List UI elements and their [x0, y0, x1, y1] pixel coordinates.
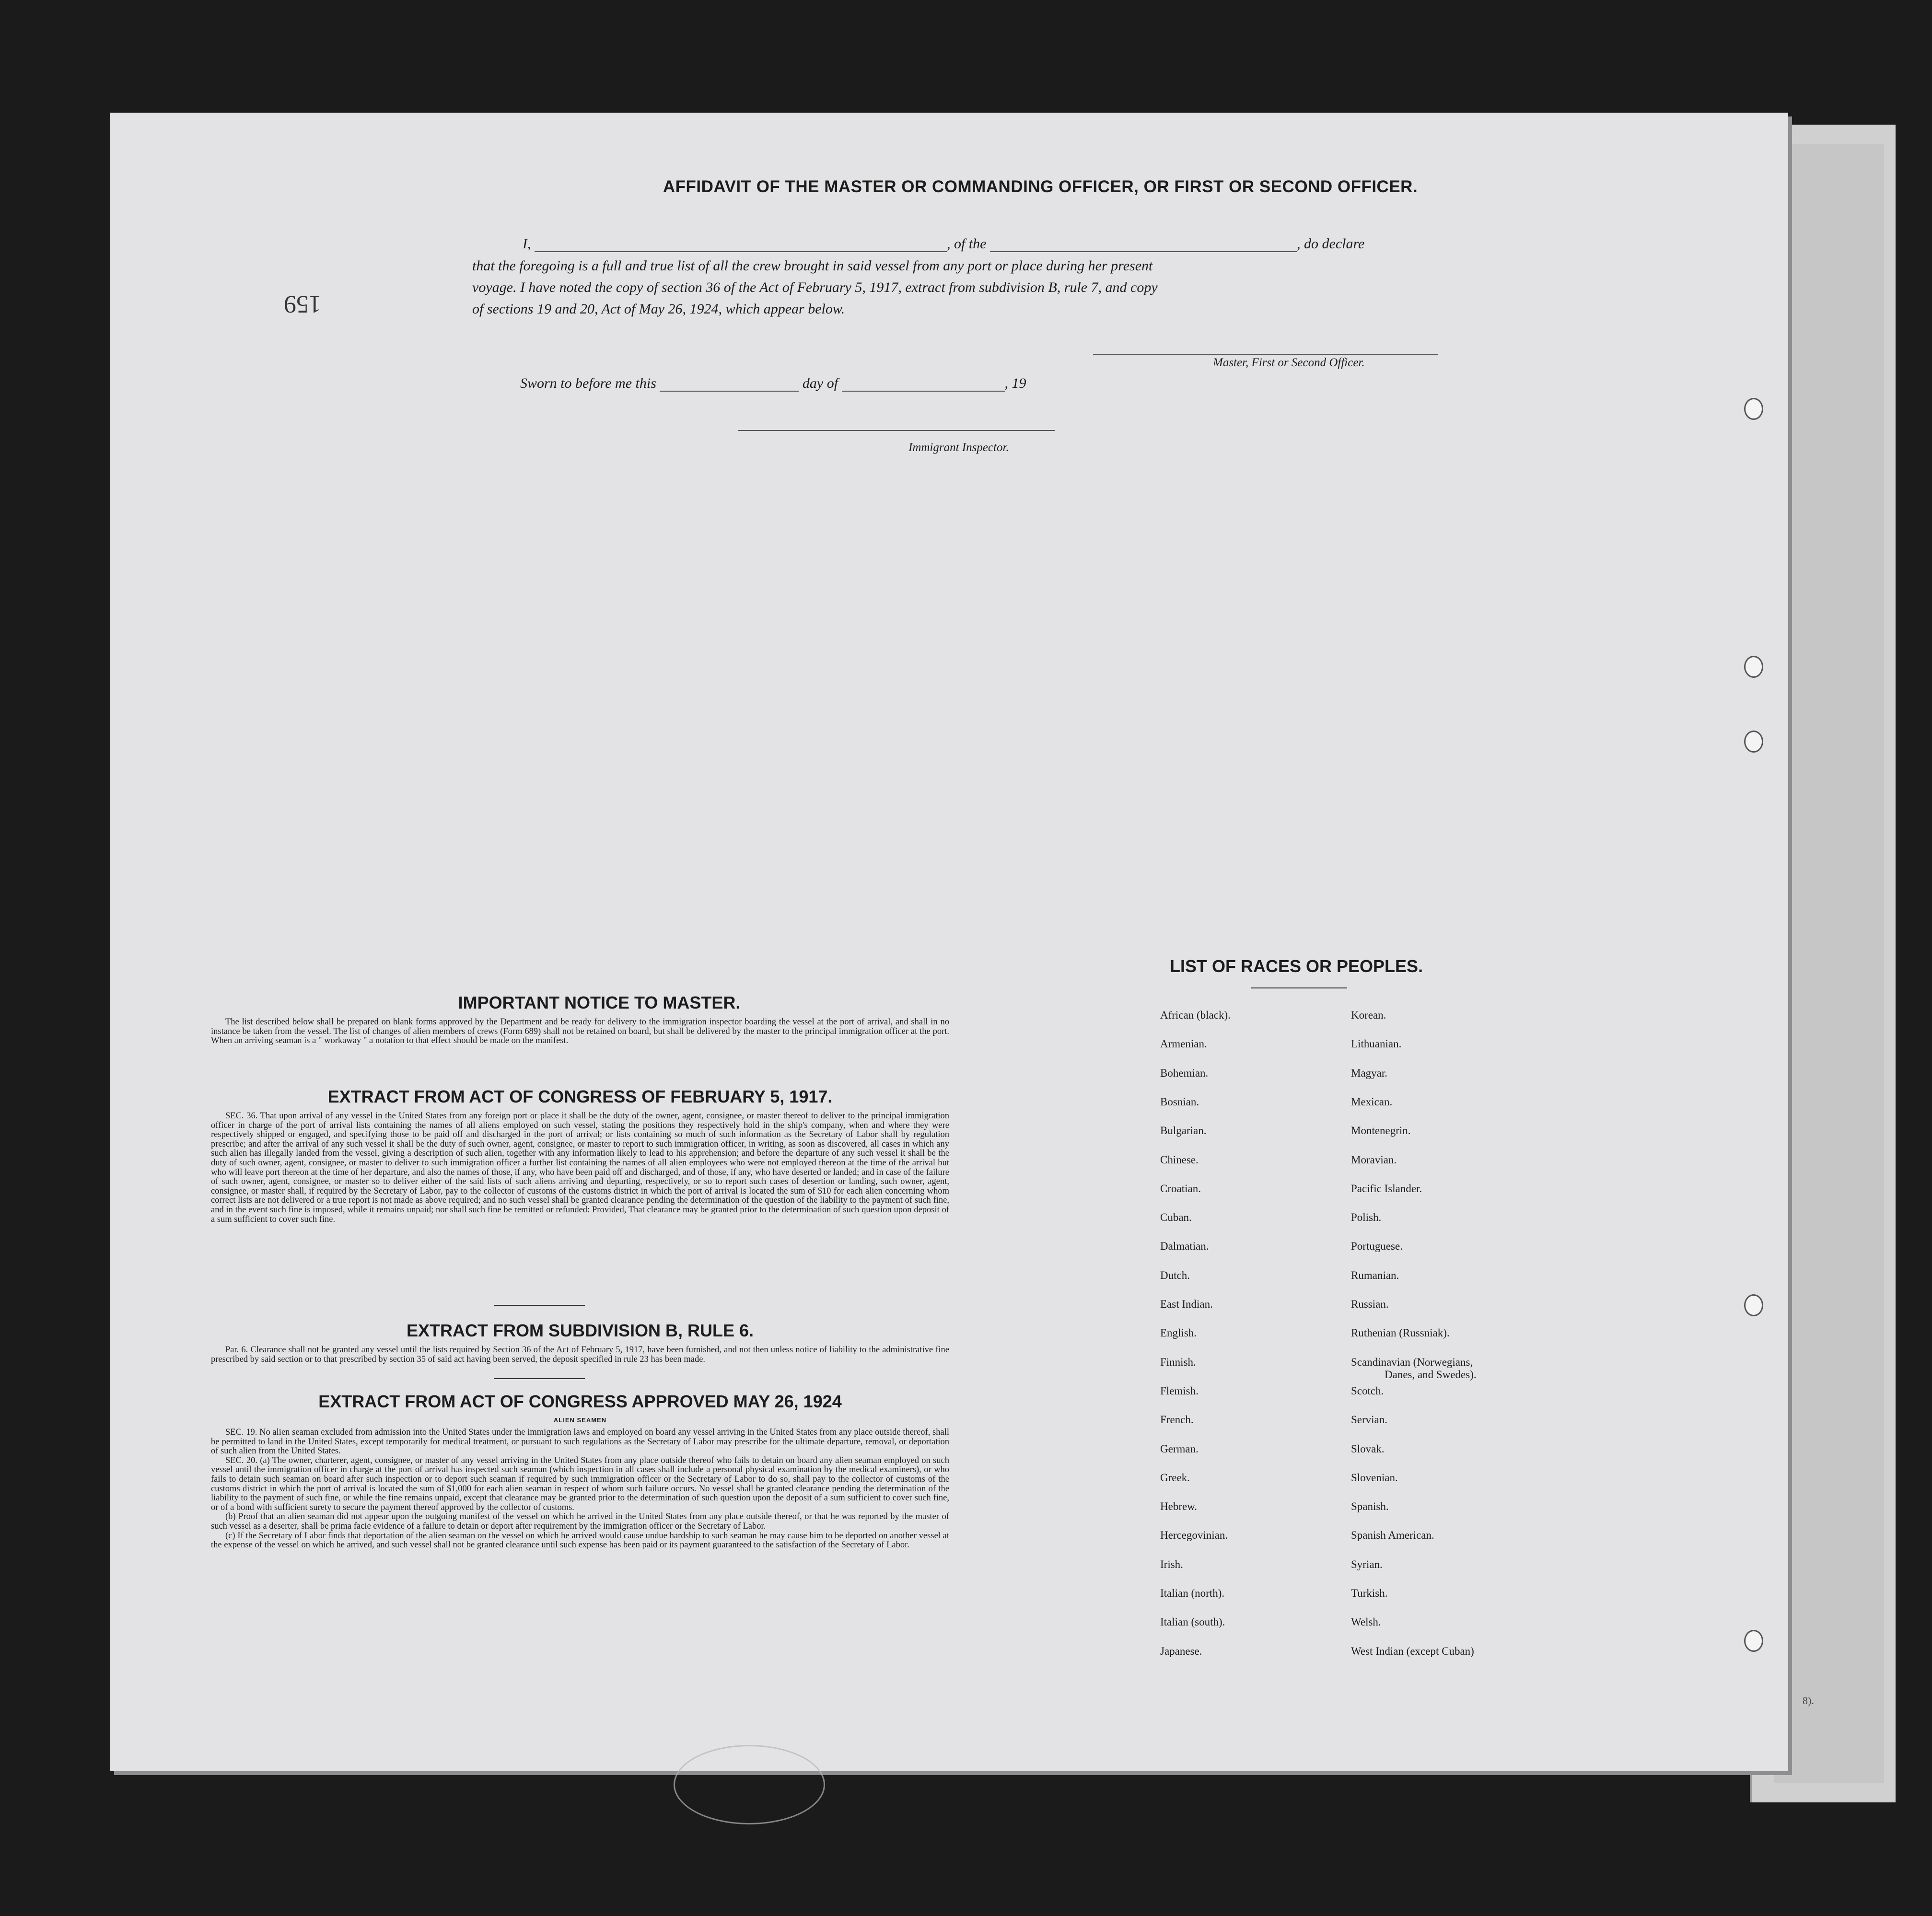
affidavit-i: I, — [523, 236, 531, 252]
vessel-blank[interactable] — [990, 251, 1297, 252]
manifest-page — [110, 113, 1814, 1771]
race-item: Korean. — [1351, 1009, 1386, 1021]
race-item: West Indian (except Cuban) — [1351, 1645, 1474, 1657]
binder-hole — [1744, 1630, 1763, 1652]
race-item: Turkish. — [1351, 1587, 1388, 1599]
race-item: Mexican. — [1351, 1095, 1393, 1108]
race-item: Bosnian. — [1160, 1095, 1199, 1108]
extract-1917-text: SEC. 36. That upon arrival of any vessel in the United States from any foreign port or place it shall be the duty of the owner, agent, consignee, or master thereof to deliver to the principal immigration officer in charge of the port of arrival lists containing the names of all aliens employed on such vessel, stating the positions they respectively hold in the ship's company, when and where they were respectively shipped or engaged, and specifying those to be paid off and discharged in the port of arrival; or lists containing so much of such information as the Secretary of Labor shall by regulation prescribe; and after the arrival of any such vessel it shall be the duty of such owner, agent, consignee, or master to report to such immigration officer, in writing, as soon as discovered, all cases in which any such alien has illegally landed from the vessel, giving a description of such alien, together with any information likely to lead to his apprehension; and before the departure of any such vessel it shall be the duty of such owner, agent, consignee, or master to deliver to such immigration officer a further list containing the names of all alien employees who were not employed thereon at the time of the arrival but who will leave port thereon at the time of her departure, and also the names of those, if any, who have been paid off and discharged, and of those, if any, who have deserted or landed; and in case of the failure of such owner, agent, consignee, or master so to deliver either of the said lists of such aliens arriving and departing, respectively, or so to report such cases of desertion or landing, such owner, agent, consignee, or master shall, if required by the Secretary of Labor, pay to the collector of customs of the customs district in which the port of arrival is located the sum of $10 for each alien concerning whom correct lists are not delivered or a true report is not made as above required; and no such vessel shall be granted clearance pending the determination of the question of the liability to the payment of such fine, and in the event such fine is imposed, while it remains unpaid; nor shall such fine be remitted or refunded: Provided, That clearance may be granted prior to the determination of such question upon deposit of a sum sufficient to cover such fine. — [211, 1111, 949, 1224]
divider-rule6 — [494, 1378, 585, 1379]
race-item: Dalmatian. — [1160, 1240, 1209, 1253]
race-item: Scotch. — [1351, 1384, 1384, 1397]
race-item: Rumanian. — [1351, 1269, 1399, 1281]
master-caption: Master, First or Second Officer. — [1213, 356, 1365, 369]
race-item: African (black). — [1160, 1009, 1231, 1021]
race-item: Finnish. — [1160, 1356, 1196, 1368]
sec20a-text: SEC. 20. (a) The owner, charterer, agent, consignee, or master of any vessel arriving in the United States from any place outside thereof who fails to detain on board any alien seaman employed on such vessel until the immigration officer in charge at the port of arrival has inspected such seaman (which inspection in all cases shall include a personal physical examination by the medical examiners), or who fails to detain such seaman on board after such inspection or to deport such seaman if required by such immigration officer or the Secretary of Labor to do so, shall pay to the collector of customs of the customs district in which the port of arrival is located the sum of $1,000 for each alien seaman in respect of whom such failure occurs. No vessel shall be granted clearance pending the determination of the liability to the payment of such fine, or while the fine remains unpaid, except that clearance may be granted prior to the determination of such question upon the deposit of a sum sufficient to cover such fine, or of a bond with sufficient surety to secure the payment thereof approved by the collector of customs. — [211, 1455, 949, 1512]
race-item: German. — [1160, 1442, 1199, 1455]
race-item: Croatian. — [1160, 1182, 1201, 1195]
under-sheet-back — [1774, 144, 1884, 1783]
race-item: Italian (north). — [1160, 1587, 1225, 1599]
race-item: Syrian. — [1351, 1558, 1383, 1570]
sworn-day-of: day of — [802, 375, 838, 391]
rule6-title: EXTRACT FROM SUBDIVISION B, RULE 6. — [406, 1321, 754, 1340]
faded-stamp — [674, 1745, 825, 1824]
affidavit-line-1 — [523, 236, 1539, 252]
races-right-column — [1351, 1009, 1581, 1795]
race-item: Slovak. — [1351, 1442, 1385, 1455]
race-item: Slovenian. — [1351, 1471, 1398, 1484]
race-item: Chinese. — [1160, 1153, 1199, 1166]
race-item: Japanese. — [1160, 1645, 1202, 1657]
race-item: Lithuanian. — [1351, 1038, 1402, 1050]
race-item: Dutch. — [1160, 1269, 1190, 1281]
inspector-signature-line[interactable] — [738, 430, 1055, 431]
race-item: Servian. — [1351, 1414, 1388, 1426]
race-item: English. — [1160, 1327, 1197, 1339]
race-item: Pacific Islander. — [1351, 1182, 1422, 1195]
name-blank[interactable] — [535, 251, 947, 252]
race-item: Hercegovinian. — [1160, 1529, 1228, 1542]
under-sheet-note: 8). — [1803, 1695, 1814, 1707]
sworn-prefix: Sworn to before me this — [520, 375, 656, 391]
binder-hole — [1744, 656, 1763, 678]
rule6-text: Par. 6. Clearance shall not be granted any vessel until the lists required by Section 36 of the Act of February 5, 1917, have been furnished, and not then unless notice of liability to the administrative fine prescribed by said section or to that prescribed by section 35 of said act having been served, the deposit specified in rule 23 has been made. — [211, 1345, 949, 1364]
extract-1924-subtitle: ALIEN SEAMEN — [553, 1417, 607, 1424]
extract-1924-title: EXTRACT FROM ACT OF CONGRESS APPROVED MAY 26, 1924 — [318, 1392, 842, 1411]
notice-text: The list described below shall be prepared on blank forms approved by the Department and be ready for delivery to the immigration inspector boarding the vessel at the port of arrival, and shall in no instance be taken from the vessel. The list of changes of alien members of crews (Form 689) shall not be retained on board, but shall be delivered by the master to the principal immigration officer at the port. When an arriving seaman is a " workaway " a notation to that effect should be made on the manifest. — [211, 1017, 949, 1046]
race-item: Scandinavian (Norwegians, — [1351, 1356, 1473, 1368]
race-item: French. — [1160, 1414, 1194, 1426]
race-item: East Indian. — [1160, 1298, 1213, 1310]
race-item: Russian. — [1351, 1298, 1389, 1310]
sworn-year: , 19 — [1004, 375, 1026, 391]
race-item: Bohemian. — [1160, 1067, 1209, 1079]
races-divider — [1251, 987, 1347, 988]
extract-1917-title: EXTRACT FROM ACT OF CONGRESS OF FEBRUARY 5, 1917. — [327, 1087, 833, 1106]
notice-title: IMPORTANT NOTICE TO MASTER. — [458, 993, 741, 1012]
race-item: Spanish. — [1351, 1500, 1389, 1513]
binder-hole — [1744, 398, 1763, 420]
master-signature-line[interactable] — [1093, 354, 1438, 355]
race-item: Polish. — [1351, 1211, 1382, 1224]
affidavit-line-4: of sections 19 and 20, Act of May 26, 1924, which appear below. — [472, 301, 845, 317]
races-title: LIST OF RACES OR PEOPLES. — [1170, 956, 1423, 976]
sworn-line — [520, 375, 1191, 392]
divider-1917 — [494, 1305, 585, 1306]
race-item: Armenian. — [1160, 1038, 1207, 1050]
binder-hole — [1744, 731, 1763, 753]
race-item: Spanish American. — [1351, 1529, 1434, 1542]
race-item: Welsh. — [1351, 1616, 1381, 1628]
race-item: Magyar. — [1351, 1067, 1388, 1079]
sec20b-text: (b) Proof that an alien seaman did not appear upon the outgoing manifest of the vessel on which he arrived in the United States from any place outside thereof, or that he was reported by the master of such vessel as a deserter, shall be prima facie evidence of a failure to detain or deport after requirement by the immigration officer or the Secretary of Labor. — [211, 1512, 949, 1531]
race-item: Hebrew. — [1160, 1500, 1198, 1513]
sworn-month-blank[interactable] — [842, 391, 1005, 392]
race-item: Cuban. — [1160, 1211, 1192, 1224]
affidavit-title: AFFIDAVIT OF THE MASTER OR COMMANDING OFFICER, OR FIRST OR SECOND OFFICER. — [663, 177, 1418, 196]
race-item: Portuguese. — [1351, 1240, 1403, 1253]
page-number: 159 — [284, 290, 321, 318]
inspector-caption: Immigrant Inspector. — [908, 441, 1009, 454]
race-item: Flemish. — [1160, 1384, 1199, 1397]
races-left-column — [1160, 1009, 1333, 1795]
extract-1924-body — [211, 1428, 949, 1550]
affidavit-of-the: , of the — [947, 236, 987, 252]
race-item: Montenegrin. — [1351, 1125, 1411, 1137]
sec20c-text: (c) If the Secretary of Labor finds that deportation of the alien seaman on the vessel on which he arrived would cause undue hardship to such seaman he may cause him to be deported on another vessel at the expense of the vessel on which he arrived, and such vessel shall not be granted clearance until such expense has been paid or its payment guaranteed to the satisfaction of the Secretary of Labor. — [211, 1531, 949, 1550]
race-item: Ruthenian (Russniak). — [1351, 1327, 1450, 1339]
binder-hole — [1744, 1294, 1763, 1316]
race-item: Irish. — [1160, 1558, 1183, 1570]
race-item: Moravian. — [1351, 1153, 1397, 1166]
race-item: Italian (south). — [1160, 1616, 1225, 1628]
race-item: Bulgarian. — [1160, 1125, 1207, 1137]
affidavit-line-2: that the foregoing is a full and true list of all the crew brought in said vessel from any port or place during her present — [472, 258, 1153, 274]
race-item-continuation: Danes, and Swedes). — [1385, 1368, 1477, 1381]
affidavit-declare: , do declare — [1297, 236, 1365, 252]
sec19-text: SEC. 19. No alien seaman excluded from admission into the United States under the immigration laws and employed on board any vessel arriving in the United States from any place outside thereof, shall be permitted to land in the United States, except temporarily for medical treatment, or pursuant to such regulations as the Secretary of Labor may prescribe for the ultimate departure, removal, or deportation of such alien from the United States. — [211, 1428, 949, 1456]
affidavit-line-3: voyage. I have noted the copy of section 36 of the Act of February 5, 1917, extract from subdivision B, rule 7, and copy — [472, 279, 1158, 295]
sworn-day-blank[interactable] — [660, 391, 799, 392]
race-item: Greek. — [1160, 1471, 1190, 1484]
